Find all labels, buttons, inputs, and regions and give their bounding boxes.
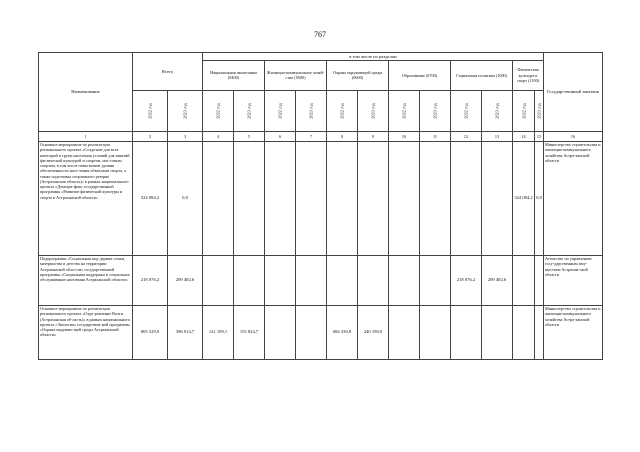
cell-value bbox=[234, 141, 265, 255]
year-cell: 2023 год bbox=[482, 90, 513, 131]
cell-value bbox=[420, 255, 451, 305]
row-customer: Министерство строительства и жилищно-коммунального хозяйства Астра-ханской области bbox=[544, 141, 603, 255]
year-cell: 2023 год bbox=[535, 90, 544, 131]
header-section-1000: Социальная политика (1000) bbox=[451, 60, 513, 90]
page-number: 767 bbox=[314, 30, 326, 39]
row-name: Основное мероприятие по реализа-ции регионального проекта «Оздо-ровление Волги (Астраханская об-ласть)» в рамках национального проекта «Экология» государствен-ной программы «Охрана окружаю-щей среды Астраханской области» bbox=[39, 305, 133, 359]
cell-value bbox=[420, 305, 451, 359]
row-name: Подпрограмма «Социальная под-держка семьи, материнства и детства на территории Астраханской обла-сти» государственной программы «Социальная поддержка и социальное обслуживание населения Астраханской области» bbox=[39, 255, 133, 305]
table-row bbox=[39, 305, 603, 359]
cell-value bbox=[234, 255, 265, 305]
cell-value bbox=[451, 141, 482, 255]
cell-value bbox=[358, 255, 389, 305]
cell-value bbox=[420, 141, 451, 255]
cell-value bbox=[358, 141, 389, 255]
col-number: 4 bbox=[203, 131, 234, 141]
cell-value bbox=[535, 255, 544, 305]
row-name: Основное мероприятие по реализа-ции регионального проекта «Созда-ние для всех категорий и групп населения условий для занятий фи-зической культурой и спортом, мас-совым спортом, в том числе повы-шение уровня обеспеченности насе-ления объектами спорта, а также подготовка спортивного резерва (Астраханская область)» в рамках национального проекта «Демогра-фия» государственной программы «Развитие физической культуры и спорта в Астраханской области» bbox=[39, 141, 133, 255]
year-cell: 2023 год bbox=[420, 90, 451, 131]
column-number-row bbox=[39, 131, 603, 141]
col-number: 14 bbox=[513, 131, 535, 141]
col-number: 10 bbox=[389, 131, 420, 141]
col-number: 16 bbox=[544, 131, 603, 141]
cell-value: 684 330,8 bbox=[327, 305, 358, 359]
cell-value: 121 199,1 bbox=[203, 305, 234, 359]
header-section-0700: Образование (0700) bbox=[389, 60, 451, 90]
year-cell: 2022 год bbox=[327, 90, 358, 131]
col-number: 1 bbox=[39, 131, 133, 141]
col-number: 2 bbox=[133, 131, 168, 141]
cell-value: 240 190,0 bbox=[358, 305, 389, 359]
cell-value: 0,0 bbox=[168, 141, 203, 255]
year-cell: 2023 год bbox=[168, 90, 203, 131]
year-cell: 2022 год bbox=[513, 90, 535, 131]
header-section-0600: Охрана окружающей среды (0600) bbox=[327, 60, 389, 90]
cell-value bbox=[513, 255, 535, 305]
year-cell: 2023 год bbox=[234, 90, 265, 131]
cell-value bbox=[389, 305, 420, 359]
cell-value bbox=[296, 305, 327, 359]
budget-table bbox=[38, 52, 603, 360]
col-number: 7 bbox=[296, 131, 327, 141]
header-sections-group: в том числе по разделам bbox=[203, 53, 544, 61]
header-section-0400: Национальная эконо-мика (0400) bbox=[203, 60, 265, 90]
table-row bbox=[39, 141, 603, 255]
cell-value: 0,0 bbox=[535, 141, 544, 255]
cell-value: 209 482,6 bbox=[482, 255, 513, 305]
header-customer: Государственный заказчик bbox=[544, 53, 603, 132]
year-cell: 2023 год bbox=[358, 90, 389, 131]
cell-value bbox=[451, 305, 482, 359]
col-number: 12 bbox=[451, 131, 482, 141]
cell-value bbox=[203, 255, 234, 305]
year-cell: 2022 год bbox=[203, 90, 234, 131]
header-total: Всего bbox=[133, 53, 203, 91]
cell-value bbox=[296, 141, 327, 255]
col-number: 5 bbox=[234, 131, 265, 141]
cell-value: 324 084,2 bbox=[133, 141, 168, 255]
header-name: Наименование bbox=[39, 53, 133, 132]
cell-value bbox=[265, 141, 296, 255]
year-cell: 2022 год bbox=[133, 90, 168, 131]
year-cell: 2022 год bbox=[265, 90, 296, 131]
cell-value bbox=[203, 141, 234, 255]
cell-value bbox=[389, 141, 420, 255]
cell-value: 805 529,9 bbox=[133, 305, 168, 359]
col-number: 11 bbox=[420, 131, 451, 141]
cell-value: 218 076,2 bbox=[451, 255, 482, 305]
header-section-1100: Физическая культура и спорт (1100) bbox=[513, 60, 544, 90]
cell-value bbox=[513, 305, 535, 359]
cell-value bbox=[296, 255, 327, 305]
cell-value bbox=[327, 141, 358, 255]
cell-value: 155 824,7 bbox=[234, 305, 265, 359]
header-section-0500: Жилищно-коммунальное хозяй-ство (0500) bbox=[265, 60, 327, 90]
col-number: 3 bbox=[168, 131, 203, 141]
cell-value bbox=[389, 255, 420, 305]
cell-value bbox=[265, 305, 296, 359]
row-customer: Агентство по управлению госу-дарственным иму-ществом Астрахан-ской области bbox=[544, 255, 603, 305]
cell-value bbox=[482, 141, 513, 255]
col-number: 13 bbox=[482, 131, 513, 141]
year-cell: 2022 год bbox=[389, 90, 420, 131]
col-number: 15 bbox=[535, 131, 544, 141]
cell-value: 396 014,7 bbox=[168, 305, 203, 359]
cell-value bbox=[535, 305, 544, 359]
cell-value: 209 482,6 bbox=[168, 255, 203, 305]
cell-value bbox=[482, 305, 513, 359]
cell-value: 324 084,2 bbox=[513, 141, 535, 255]
col-number: 6 bbox=[265, 131, 296, 141]
cell-value: 218 076,2 bbox=[133, 255, 168, 305]
col-number: 8 bbox=[327, 131, 358, 141]
row-customer: Министерство строительства и жилищно-коммунального хозяйства Астра-ханской области bbox=[544, 305, 603, 359]
year-cell: 2023 год bbox=[296, 90, 327, 131]
cell-value bbox=[265, 255, 296, 305]
cell-value bbox=[327, 255, 358, 305]
col-number: 9 bbox=[358, 131, 389, 141]
header-row-1 bbox=[39, 53, 603, 61]
table-row bbox=[39, 255, 603, 305]
year-cell: 2022 год bbox=[451, 90, 482, 131]
